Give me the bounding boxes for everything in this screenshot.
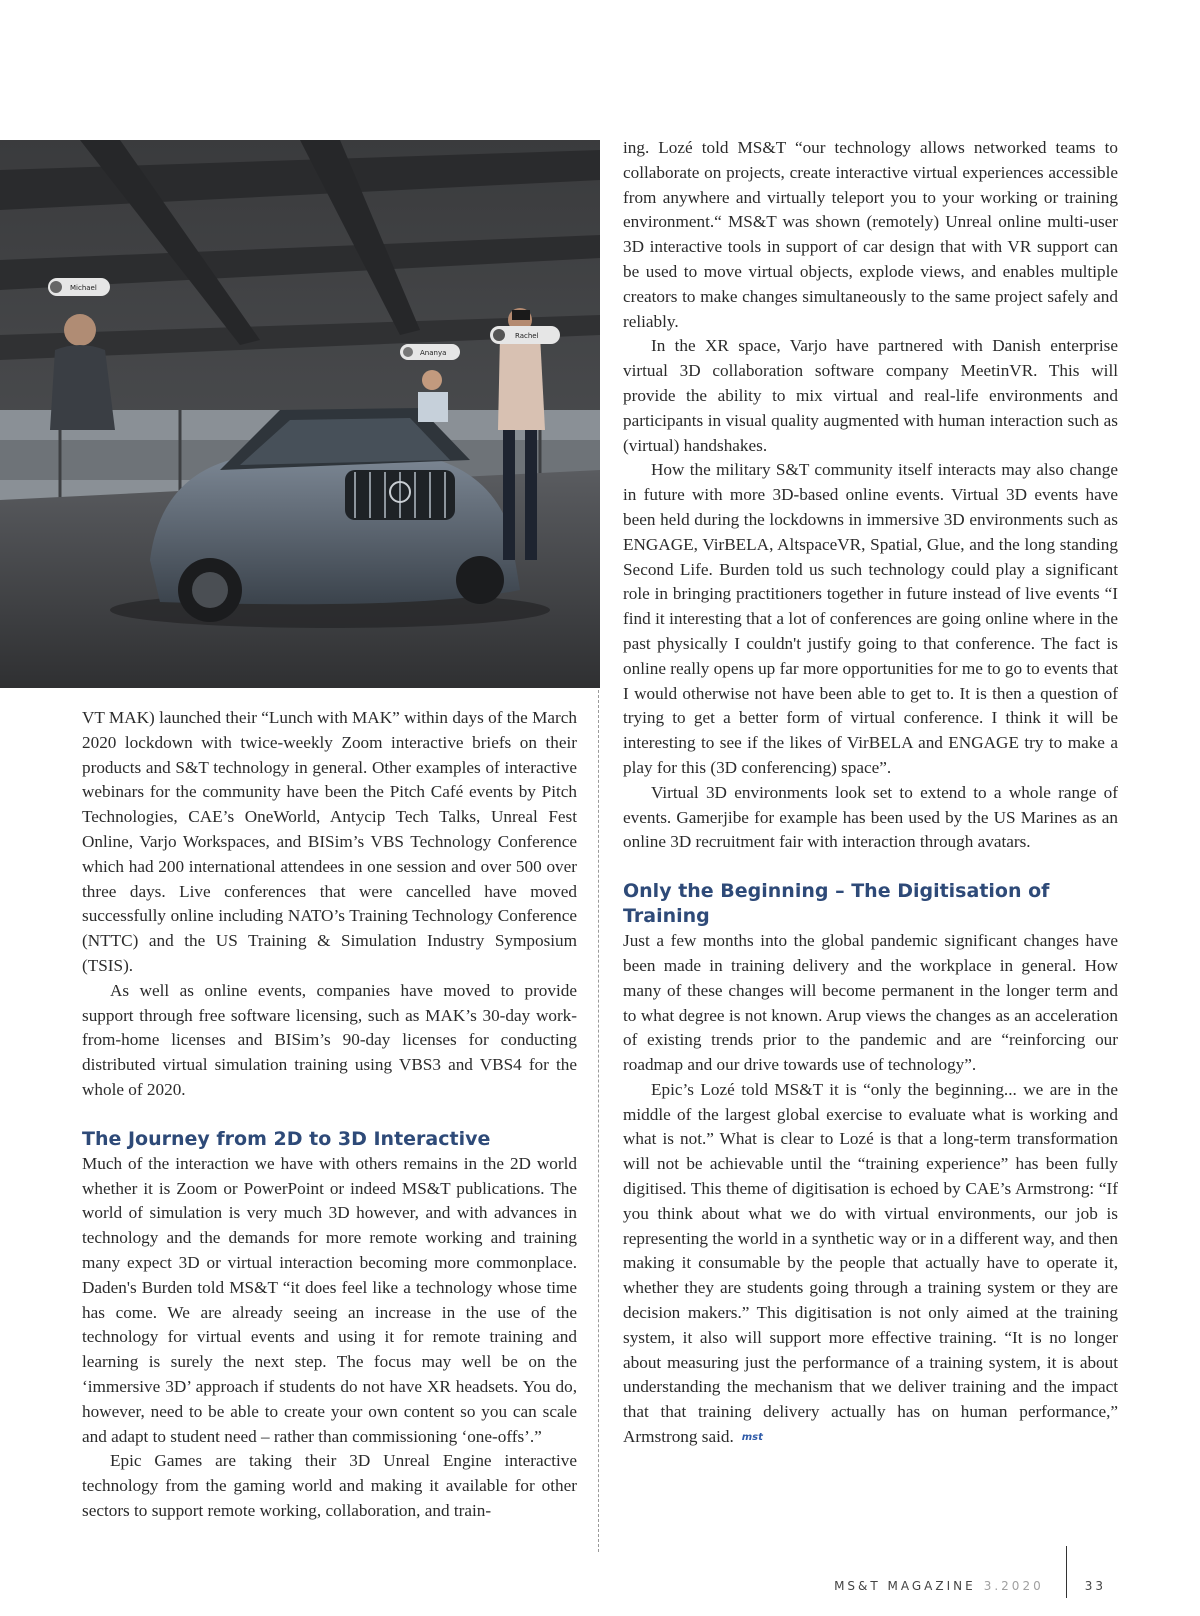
tag-ananya: Ananya bbox=[420, 349, 447, 357]
column-divider bbox=[598, 690, 599, 1552]
tag-rachel: Rachel bbox=[515, 332, 539, 340]
left-paragraph-4: Epic Games are taking their 3D Unreal Engine interactive technology from the gaming world and making it available for other sectors to support remote working, collaboration, and train- bbox=[82, 1451, 577, 1520]
right-paragraph-2: In the XR space, Varjo have partnered with Danish enterprise virtual 3D collaboration software company MeetinVR. This will provide the ability to mix virtual and real-life environments and participants in visual quality augmented with human interaction such as (virtual) handshakes. bbox=[623, 336, 1118, 455]
right-paragraph-3: How the military S&T community itself interacts may also change in future with more 3D-based online events. Virtual 3D events have been held during the lockdowns in immersive 3D environments such as ENGAGE, VirBELA, AltspaceVR, Spatial, Glue, and the long standing Second Life. Burden told us such technology could play a significant role in bringing practitioners together in future instead of live events “I find it interesting that a lot of conferences are going online where in the past physically I couldn't justify going to that conference. The fact is online really opens up far more opportunities for me to go to events that I would otherwise not have been able to get to. It is then a question of trying to get a better form of virtual conference. I think it will be interesting to see if the likes of VirBELA and ENGAGE try to make a play for this (3D conferencing) space”. bbox=[623, 460, 1118, 777]
right-paragraph-6-text: Epic’s Lozé told MS&T it is “only the beginning... we are in the middle of the largest global exercise to evaluate what is working and what is not.” What is clear to Lozé is that a long-term transformation will not be achievable until the “training experience” has been fully digitised. This theme of digitisation is echoed by CAE’s Armstrong: “If you think about what we do with virtual environments, our job is representing the world in a synthetic way or in a different way, and then making it consumable by the people that actually have to operate it, whether they are students going through a training system or they are decision makers.” This digitisation is not only aimed at the training system, it also will support more effective training. “It is no longer about measuring just the performance of a training system, it is about understanding the mechanism that we deliver training and the impact that that training delivery actually has on human performance,” Armstrong said. bbox=[623, 1079, 1118, 1447]
article-photo bbox=[0, 140, 600, 688]
right-paragraph-5: Just a few months into the global pandemic significant changes have been made in training delivery and the workplace in general. How many of these changes will become permanent in the longer term and to what degree is not known. Arup views the changes as an acceleration of existing trends prior to the pandemic and are “reinforcing our roadmap and our drive towards use of technology”. bbox=[623, 931, 1118, 1075]
footer-rule bbox=[1066, 1546, 1067, 1598]
tag-michael: Michael bbox=[70, 284, 97, 292]
right-paragraph-6 bbox=[623, 1078, 1118, 1451]
right-paragraph-1: ing. Lozé told MS&T “our technology allows networked teams to collaborate on projects, create interactive virtual experiences accessible from anywhere and virtually teleport you to your working or training environment.“ MS&T was shown (remotely) Unreal online multi-user 3D interactive tools in support of car design that with VR support can be used to move virtual objects, explode views, and enables multiple creators to make changes simultaneously to the same project safely and reliably. bbox=[623, 138, 1118, 331]
left-column bbox=[82, 706, 577, 1524]
right-paragraph-4: Virtual 3D environments look set to extend to a whole range of events. Gamerjibe for example has been used by the US Marines as an online 3D recruitment fair with interaction through avatars. bbox=[623, 782, 1118, 852]
section-heading-journey: The Journey from 2D to 3D Interactive bbox=[82, 1127, 491, 1150]
left-paragraph-1: VT MAK) launched their “Lunch with MAK” within days of the March 2020 lockdown with twice-weekly Zoom interactive briefs on their products and S&T technology in general. Other examples of interactive webinars for the community have been the Pitch Café events by Pitch Technologies, CAE’s OneWorld, Antycip Tech Talks, Unreal Fest Online, Varjo Workspaces, and BISim’s VBS Technology Conference which had 200 international attendees in one session and over 500 over three days. Live conferences that were cancelled have moved successfully online including NATO’s Training Technology Conference (NTTC) and the US Training & Simulation Industry Symposium (TSIS). bbox=[82, 708, 577, 975]
right-column bbox=[623, 136, 1118, 1451]
issue-number: 3.2020 bbox=[983, 1579, 1044, 1593]
left-paragraph-3: Much of the interaction we have with others remains in the 2D world whether it is Zoom or PowerPoint or indeed MS&T publications. The world of simulation is very much 3D however, and with advances in technology and the demands for more remote working and training many expect 3D or virtual interaction becoming more commonplace. Daden's Burden told MS&T “it does feel like a technology whose time has come. We are already seeing an increase in the use of the technology for virtual events and using it for remote training and learning is surely the next step. The focus may well be on the ‘immersive 3D’ approach if students do not have XR headsets. You do, however, need to be able to create your own content so you can scale and adapt to student need – rather than commissioning ‘one-offs’.” bbox=[82, 1153, 577, 1446]
left-paragraph-2: As well as online events, companies have moved to provide support through free software licensing, such as MAK’s 30-day work-from-home licenses and BISim’s 90-day licenses for conducting distributed virtual simulation training using VBS3 and VBS4 for the whole of 2020. bbox=[82, 980, 577, 1099]
page-number: 33 bbox=[1084, 1579, 1106, 1593]
magazine-name: MS&T MAGAZINE bbox=[834, 1579, 976, 1593]
section-heading-digitisation: Only the Beginning – The Digitisation of Training bbox=[623, 880, 1050, 928]
page-footer bbox=[834, 1576, 1106, 1596]
mst-end-mark: mst bbox=[741, 1432, 763, 1444]
